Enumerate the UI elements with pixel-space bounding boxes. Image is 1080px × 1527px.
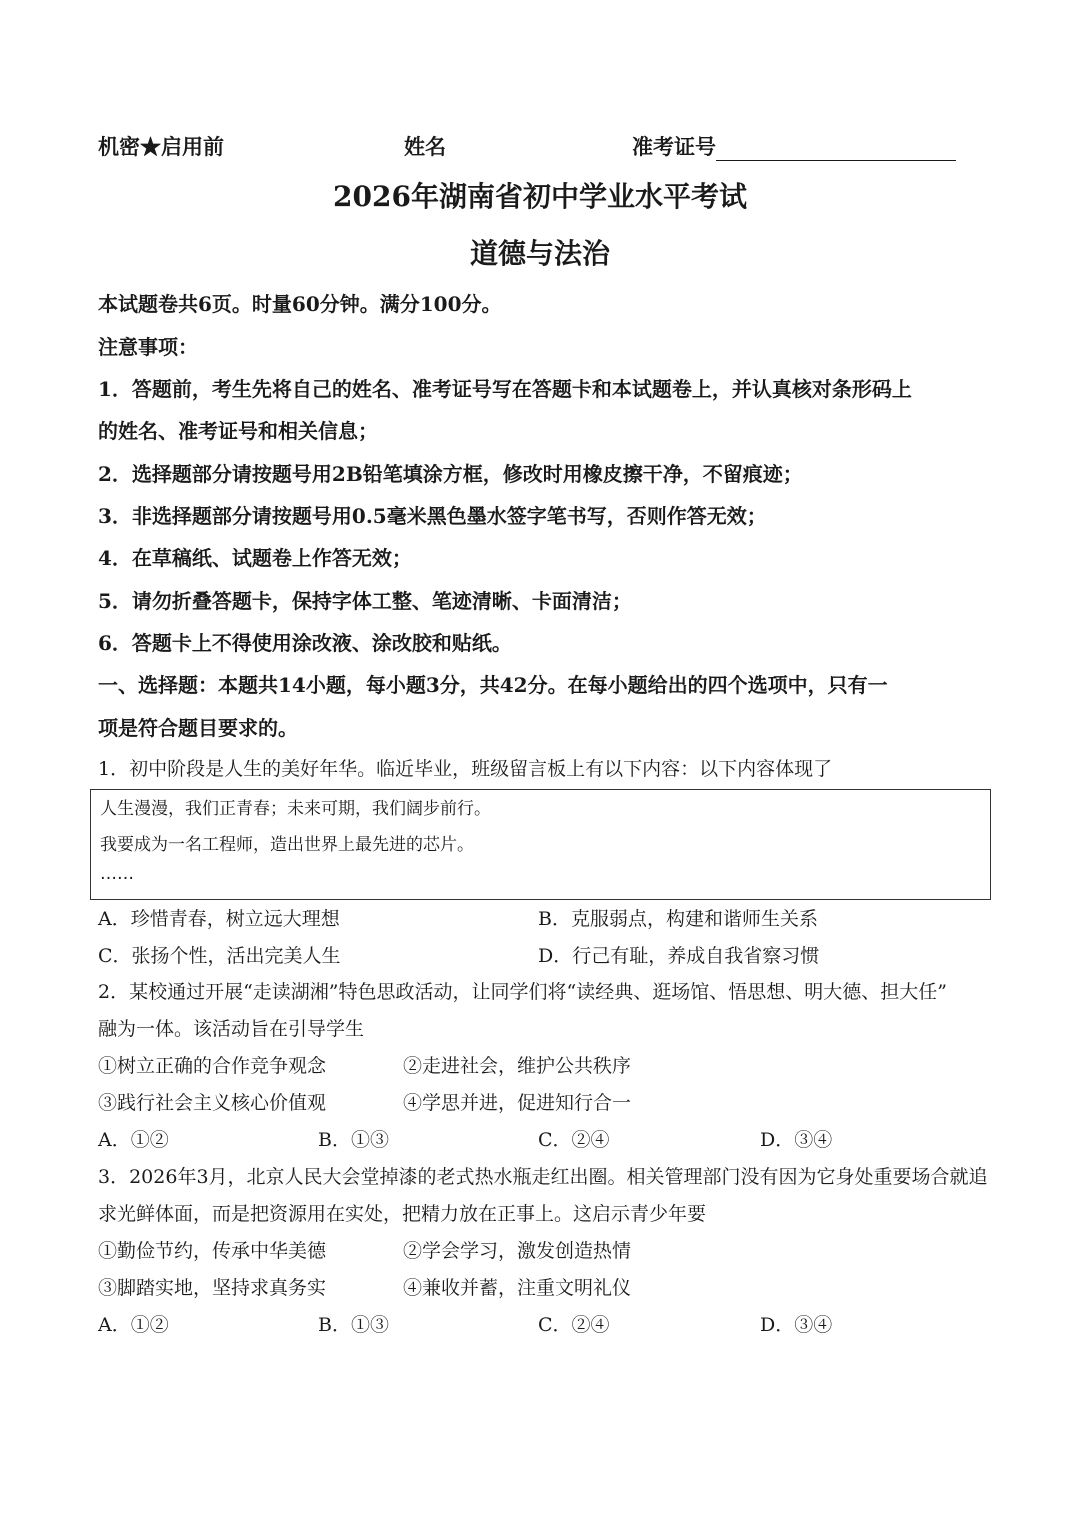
q1-option-b: B．克服弱点，构建和谐师生关系 bbox=[538, 908, 818, 930]
q2-stem-cont: 融为一体。该活动旨在引导学生 bbox=[98, 1018, 365, 1040]
note-line: 4．在草稿纸、试题卷上作答无效； bbox=[98, 546, 412, 570]
q2-statement-2: ②走进社会，维护公共秩序 bbox=[403, 1055, 632, 1077]
q1-message-box bbox=[90, 789, 991, 900]
note-line: 2．选择题部分请按题号用2B铅笔填涂方框，修改时用橡皮擦干净，不留痕迹； bbox=[98, 462, 803, 486]
q2-option-c: C．②④ bbox=[538, 1129, 610, 1151]
message-line: 我要成为一名工程师，造出世界上最先进的芯片。 bbox=[100, 835, 474, 855]
q1-option-c: C．张扬个性，活出完美人生 bbox=[98, 945, 341, 967]
q1-option-d: D．行己有耻，养成自我省察习惯 bbox=[538, 945, 820, 967]
q3-statement-4: ④兼收并蓄，注重文明礼仪 bbox=[403, 1277, 632, 1299]
note-line: 6．答题卡上不得使用涂改液、涂改胶和贴纸。 bbox=[98, 631, 512, 655]
message-line: …… bbox=[100, 864, 134, 884]
q1-stem: 1．初中阶段是人生的美好年华。临近毕业，班级留言板上有以下内容：以下内容体现了 bbox=[98, 758, 833, 780]
section-heading: 一、选择题：本题共14小题，每小题3分，共42分。在每小题给出的四个选项中，只有一 bbox=[98, 673, 888, 697]
section-heading-cont: 项是符合题目要求的。 bbox=[98, 716, 298, 740]
exam-info: 本试题卷共6页。时量60分钟。满分100分。 bbox=[98, 292, 502, 316]
q2-option-a: A．①② bbox=[98, 1129, 169, 1151]
q3-stem: 3．2026年3月，北京人民大会堂掉漆的老式热水瓶走红出圈。相关管理部门没有因为它身处重要场合就追 bbox=[98, 1166, 988, 1188]
q3-statement-1: ①勤俭节约，传承中华美德 bbox=[98, 1240, 327, 1262]
name-label: 姓名 bbox=[404, 134, 446, 159]
exam-id-label: 准考证号 bbox=[632, 134, 716, 159]
q3-option-c: C．②④ bbox=[538, 1314, 610, 1336]
q1-option-a: A．珍惜青春，树立远大理想 bbox=[98, 908, 340, 930]
q3-option-a: A．①② bbox=[98, 1314, 169, 1336]
note-line: 5．请勿折叠答题卡，保持字体工整、笔迹清晰、卡面清洁； bbox=[98, 589, 632, 613]
exam-id-field bbox=[632, 131, 956, 161]
confidential-label: 机密★启用前 bbox=[98, 134, 224, 159]
subject-title: 道德与法治 bbox=[469, 237, 610, 270]
note-line: 1．答题前，考生先将自己的姓名、准考证号写在答题卡和本试题卷上，并认真核对条形码上 bbox=[98, 377, 912, 401]
q3-statement-3: ③脚踏实地，坚持求真务实 bbox=[98, 1277, 327, 1299]
message-line: 人生漫漫，我们正青春；未来可期，我们阔步前行。 bbox=[100, 799, 491, 819]
note-line: 的姓名、准考证号和相关信息； bbox=[98, 419, 378, 443]
q2-statement-4: ④学思并进，促进知行合一 bbox=[403, 1092, 632, 1114]
q3-option-b: B．①③ bbox=[318, 1314, 389, 1336]
q3-statement-2: ②学会学习，激发创造热情 bbox=[403, 1240, 632, 1262]
q2-stem: 2．某校通过开展“走读湖湘”特色思政活动，让同学们将“读经典、逛场馆、悟思想、明大德、担大任” bbox=[98, 981, 947, 1003]
notes-title: 注意事项： bbox=[98, 335, 198, 359]
q2-option-b: B．①③ bbox=[318, 1129, 389, 1151]
q2-statement-3: ③践行社会主义核心价值观 bbox=[98, 1092, 327, 1114]
q2-option-d: D．③④ bbox=[760, 1129, 833, 1151]
q3-stem-cont: 求光鲜体面，而是把资源用在实处，把精力放在正事上。这启示青少年要 bbox=[98, 1203, 707, 1225]
q3-option-d: D．③④ bbox=[760, 1314, 833, 1336]
exam-id-blank bbox=[716, 136, 956, 161]
exam-title: 2026年湖南省初中学业水平考试 bbox=[333, 180, 747, 213]
q2-statement-1: ①树立正确的合作竞争观念 bbox=[98, 1055, 327, 1077]
note-line: 3．非选择题部分请按题号用0.5毫米黑色墨水签字笔书写，否则作答无效； bbox=[98, 504, 767, 528]
